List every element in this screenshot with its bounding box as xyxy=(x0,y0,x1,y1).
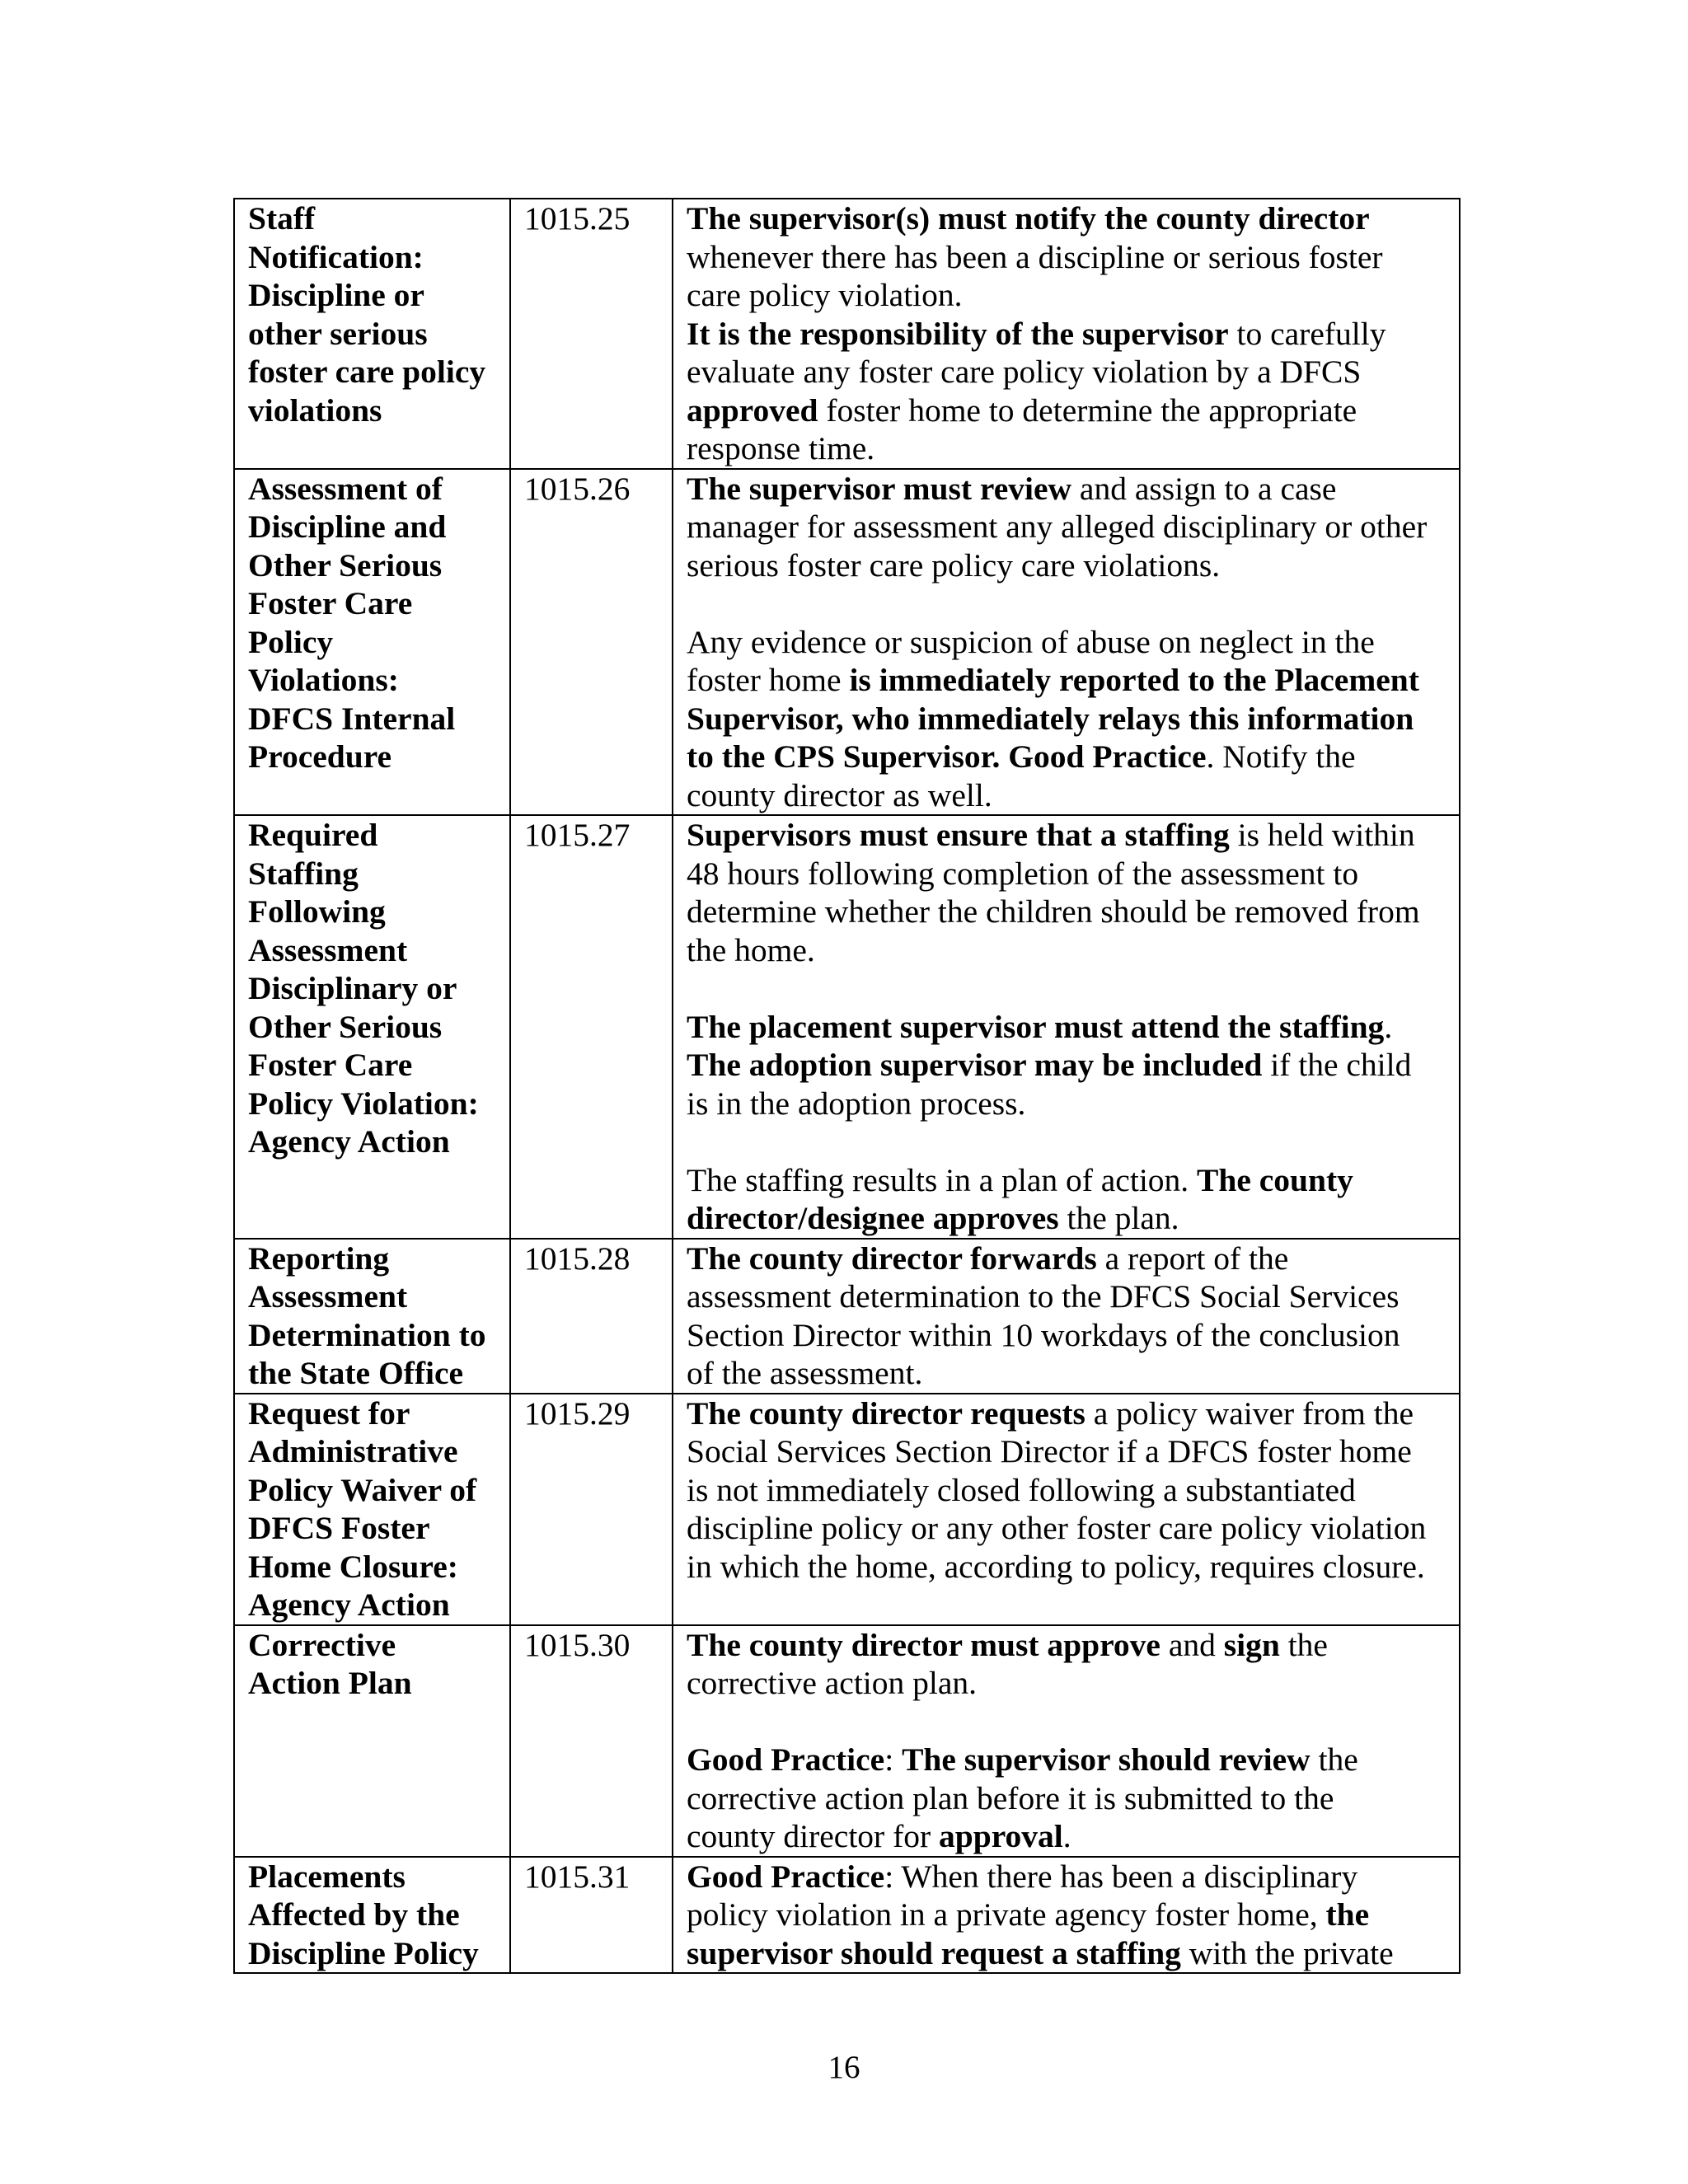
topic-line: Placements xyxy=(248,1858,406,1895)
topic-line: Agency Action xyxy=(248,1123,450,1160)
topic-line: Agency Action xyxy=(248,1586,450,1623)
topic-line: Assessment of xyxy=(248,470,443,507)
emphasis-text: The county director requests xyxy=(687,1394,1085,1432)
topic-line: Following xyxy=(248,893,386,930)
emphasis-text: The placement supervisor must attend the staffing xyxy=(687,1008,1385,1045)
requirement-cell xyxy=(673,199,1460,469)
emphasis-text: The county director/designee approves xyxy=(687,1161,1353,1236)
topic-line: Policy xyxy=(248,623,334,660)
policy-number: 1015.29 xyxy=(524,1394,631,1432)
body-text: if the child is in the adoption process. xyxy=(687,1047,1412,1122)
body-text: : xyxy=(884,1741,903,1778)
policy-row xyxy=(234,469,1460,816)
body-text: The staffing results in a plan of action. xyxy=(687,1161,1198,1198)
emphasis-text: sign xyxy=(1223,1626,1280,1663)
emphasis-text: is immediately reported to the Placement Supervisor, who immediately relays this information to the CPS Supervisor. Good Practice xyxy=(687,662,1419,775)
body-text: : When there has been a disciplinary policy violation in a private agency foster home, xyxy=(687,1858,1358,1933)
topic-line: Procedure xyxy=(248,738,392,775)
body-text: . xyxy=(1384,1008,1393,1045)
body-text: Any evidence or suspicion of abuse on neglect in the foster home xyxy=(687,623,1375,698)
policy-number-cell xyxy=(510,1394,673,1625)
topic-line: Discipline and xyxy=(248,509,447,545)
emphasis-text: The county director forwards xyxy=(687,1240,1097,1277)
emphasis-text: It is the responsibility of the supervisor xyxy=(687,315,1229,352)
requirement-cell xyxy=(673,469,1460,816)
requirement-paragraph xyxy=(687,623,1454,815)
topic-line: Other Serious xyxy=(248,1008,443,1045)
topic-line: Discipline or xyxy=(248,277,424,313)
emphasis-text: The supervisor(s) must notify the county director xyxy=(687,200,1370,237)
topic-line: Administrative xyxy=(248,1433,458,1469)
policy-row xyxy=(234,199,1460,469)
emphasis-text: The adoption supervisor may be included xyxy=(687,1047,1263,1083)
requirement-cell xyxy=(673,1394,1460,1625)
requirement-paragraph xyxy=(687,470,1454,585)
topic-line: Staffing xyxy=(248,855,359,892)
topic-line: Policy Waiver of xyxy=(248,1471,477,1508)
requirement-paragraph xyxy=(687,816,1454,969)
topic-line: Determination to xyxy=(248,1316,486,1353)
topic-line: Discipline Policy xyxy=(248,1934,479,1971)
body-text: is held within 48 hours following completion of the assessment to determine whether the children should be removed from the home. xyxy=(687,817,1420,968)
policy-table-body xyxy=(234,199,1460,1973)
topic-line: Affected by the xyxy=(248,1896,460,1933)
policy-row xyxy=(234,1857,1460,1974)
topic-line: Notification: xyxy=(248,238,424,275)
topic-line: DFCS Foster xyxy=(248,1510,430,1546)
requirement-paragraph xyxy=(687,1240,1454,1393)
topic-cell xyxy=(234,1239,510,1394)
topic-cell xyxy=(234,469,510,816)
policy-number: 1015.27 xyxy=(524,817,631,853)
emphasis-text: Good Practice xyxy=(687,1741,885,1778)
body-text: . xyxy=(1062,1818,1071,1854)
topic-line: Foster Care xyxy=(248,1047,413,1083)
topic-line: Reporting xyxy=(248,1240,390,1277)
topic-line: Policy Violation: xyxy=(248,1085,479,1122)
topic-line: Violations: xyxy=(248,662,399,698)
policy-row xyxy=(234,815,1460,1239)
body-text: a report of the assessment determination to the DFCS Social Services Section Director within 10 workdays of the conclusion of the assessment. xyxy=(687,1240,1400,1391)
topic-line: Other Serious xyxy=(248,546,443,583)
emphasis-text: Good Practice xyxy=(687,1858,885,1895)
body-text: to carefully evaluate any foster care policy violation by a DFCS xyxy=(687,315,1386,390)
policy-number: 1015.31 xyxy=(524,1858,631,1895)
topic-cell xyxy=(234,1625,510,1857)
topic-line: the State Office xyxy=(248,1355,464,1391)
policy-number-cell xyxy=(510,469,673,816)
topic-line: Home Closure: xyxy=(248,1548,458,1585)
topic-line: other serious xyxy=(248,315,428,352)
policy-row xyxy=(234,1394,1460,1625)
emphasis-text: approval xyxy=(939,1818,1063,1854)
emphasis-text: the supervisor should request a staffing xyxy=(687,1896,1370,1971)
requirement-cell xyxy=(673,1239,1460,1394)
requirement-paragraph xyxy=(687,1858,1454,1973)
topic-line: Action Plan xyxy=(248,1665,412,1701)
topic-cell xyxy=(234,1857,510,1974)
policy-number: 1015.30 xyxy=(524,1626,631,1663)
topic-cell xyxy=(234,815,510,1239)
requirement-cell xyxy=(673,1625,1460,1857)
requirement-paragraph xyxy=(687,1161,1454,1238)
topic-line: Staff xyxy=(248,200,316,237)
topic-line: Disciplinary or xyxy=(248,970,457,1006)
body-text: and assign to a case manager for assessment any alleged disciplinary or other serious foster care policy care violations. xyxy=(687,470,1428,583)
requirement-paragraph xyxy=(687,1626,1454,1703)
emphasis-text: Supervisors must ensure that a staffing xyxy=(687,817,1230,853)
policy-number-cell xyxy=(510,815,673,1239)
body-text: the plan. xyxy=(1058,1200,1179,1236)
requirement-cell xyxy=(673,815,1460,1239)
policy-number: 1015.26 xyxy=(524,470,631,507)
topic-cell xyxy=(234,1394,510,1625)
topic-line: Corrective xyxy=(248,1626,396,1663)
topic-line: Required xyxy=(248,817,378,853)
requirement-paragraph xyxy=(687,1741,1454,1856)
policy-number-cell xyxy=(510,1625,673,1857)
emphasis-text: The supervisor must review xyxy=(687,470,1072,507)
topic-line: Assessment xyxy=(248,1278,408,1315)
body-text: with the private xyxy=(1180,1934,1394,1971)
policy-row xyxy=(234,1625,1460,1857)
topic-line: Foster Care xyxy=(248,585,413,621)
topic-line: Assessment xyxy=(248,931,408,968)
body-text: whenever there has been a discipline or serious foster care policy violation. xyxy=(687,238,1383,313)
policy-table xyxy=(233,198,1461,1974)
policy-number-cell xyxy=(510,1239,673,1394)
requirement-paragraph xyxy=(687,199,1454,468)
policy-number: 1015.28 xyxy=(524,1240,631,1277)
topic-line: foster care policy xyxy=(248,354,486,390)
body-text: a policy waiver from the Social Services Section Director if a DFCS foster home is not immediately closed following a substantiated discipline policy or any other foster care policy violation in which the home, according to policy, requires closure. xyxy=(687,1394,1427,1585)
policy-number-cell xyxy=(510,199,673,469)
topic-line: DFCS Internal xyxy=(248,700,456,737)
body-text: the corrective action plan before it is submitted to the county director for xyxy=(687,1741,1358,1854)
body-text: . Notify the county director as well. xyxy=(687,738,1356,813)
body-text: foster home to determine the appropriate response time. xyxy=(687,391,1357,466)
emphasis-text: The supervisor should review xyxy=(902,1741,1311,1778)
page-number: 16 xyxy=(828,2050,860,2085)
policy-number: 1015.25 xyxy=(524,200,631,237)
topic-line: violations xyxy=(248,391,382,429)
emphasis-text: approved xyxy=(687,391,818,429)
requirement-paragraph xyxy=(687,1008,1454,1123)
requirement-paragraph xyxy=(687,1394,1454,1586)
policy-number-cell xyxy=(510,1857,673,1974)
topic-line: Request for xyxy=(248,1394,410,1432)
topic-cell xyxy=(234,199,510,469)
requirement-cell xyxy=(673,1857,1460,1974)
body-text: and xyxy=(1160,1626,1224,1663)
emphasis-text: The county director must approve xyxy=(687,1626,1160,1663)
policy-row xyxy=(234,1239,1460,1394)
body-text: the corrective action plan. xyxy=(687,1626,1328,1701)
